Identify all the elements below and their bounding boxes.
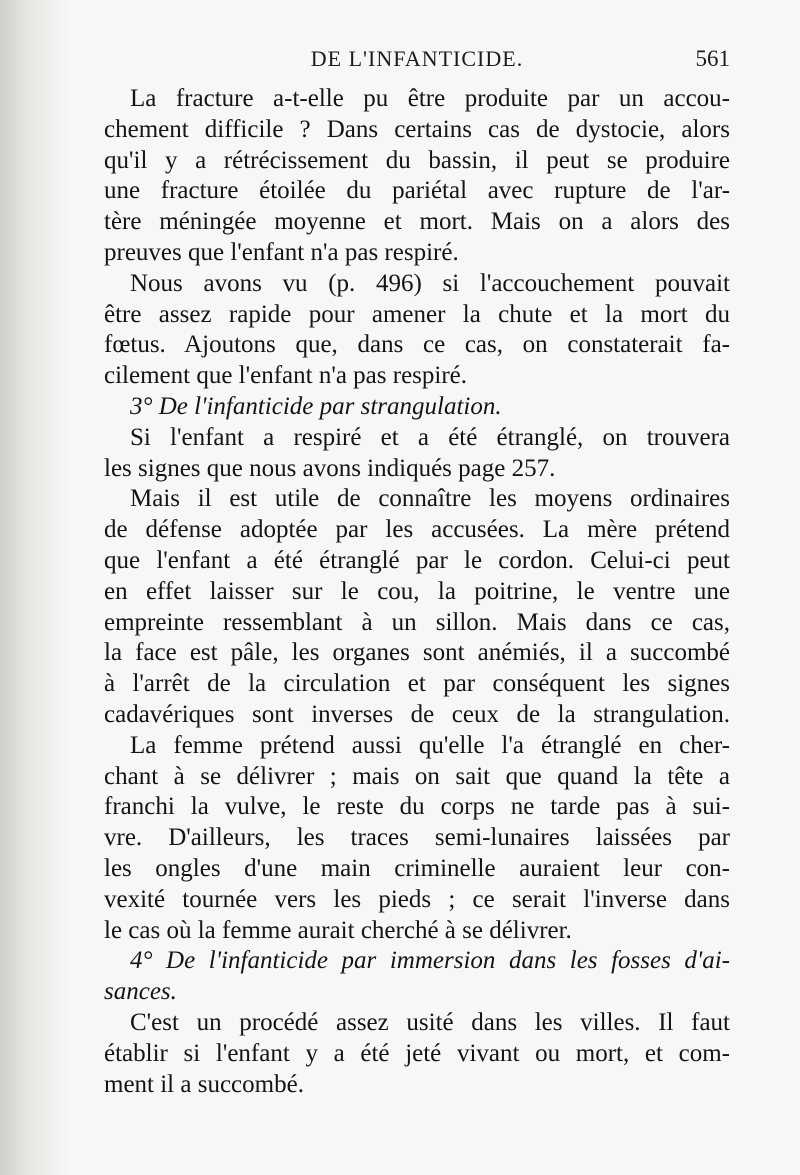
text-line: cilement que l'enfant n'a pas respiré. (104, 362, 468, 390)
text-line: la face est pâle, les organes sont anémiés, il a succombé (104, 639, 730, 667)
running-head (104, 42, 730, 76)
text-line: les signes que nous avons indiqués page 257. (104, 454, 556, 482)
text-line: preuves que l'enfant n'a pas respiré. (104, 238, 459, 266)
text-line: établir si l'enfant y a été jeté vivant ou mort, et com- (104, 1039, 730, 1067)
text-line: fœtus. Ajoutons que, dans ce cas, on constaterait fa- (104, 331, 730, 359)
text-line: en effet laisser sur le cou, la poitrine, le ventre une (104, 577, 730, 605)
text-line: à l'arrêt de la circulation et par conséquent les signes (104, 670, 730, 698)
text-line: vexité tournée vers les pieds ; ce serait l'inverse dans (104, 885, 730, 913)
text-line: tère méningée moyenne et mort. Mais on a alors des (104, 208, 730, 236)
text-line: La fracture a-t-elle pu être produite par un accou- (130, 85, 730, 112)
text-line: le cas où la femme aurait cherché à se délivrer. (104, 916, 572, 944)
text-line: empreinte ressemblant à un sillon. Mais dans ce cas, (104, 608, 730, 636)
text-line: ment il a succombé. (104, 1070, 304, 1098)
text-line: Si l'enfant a respiré et a été étranglé, on trouvera (130, 423, 730, 451)
text-line: sances. (104, 978, 177, 1006)
text-line: franchi la vulve, le reste du corps ne tarde pas à sui- (104, 793, 730, 821)
body-text (104, 84, 730, 1100)
text-line: 4° De l'infanticide par immersion dans les fosses d'ai- (130, 947, 730, 975)
text-line: qu'il y a rétrécissement du bassin, il peut se produire (104, 146, 730, 174)
text-line: 3° De l'infanticide par strangulation. (130, 392, 502, 420)
text-line: La femme prétend aussi qu'elle l'a étranglé en cher- (130, 731, 730, 759)
text-line: une fracture étoilée du pariétal avec rupture de l'ar- (104, 177, 730, 205)
text-line: Nous avons vu (p. 496) si l'accouchement pouvait (130, 269, 730, 297)
text-line: les ongles d'une main criminelle auraient leur con- (104, 854, 730, 882)
running-title: DE L'INFANTICIDE. (310, 46, 524, 71)
binding-shadow (0, 0, 70, 1175)
text-line: que l'enfant a été étranglé par le cordon. Celui-ci peut (104, 546, 730, 574)
text-line: de défense adoptée par les accusées. La mère prétend (104, 516, 730, 544)
text-line: C'est un procédé assez usité dans les villes. Il faut (130, 1008, 730, 1036)
text-line: vre. D'ailleurs, les traces semi-lunaires laissées par (104, 824, 730, 852)
text-line: Mais il est utile de connaître les moyens ordinaires (130, 485, 730, 513)
text-line: chant à se délivrer ; mais on sait que quand la tête a (104, 762, 730, 790)
page-number: 561 (695, 46, 730, 71)
text-line: être assez rapide pour amener la chute et la mort du (104, 300, 730, 328)
text-line: cadavériques sont inverses de ceux de la strangulation. (104, 700, 730, 728)
text-line: chement difficile ? Dans certains cas de dystocie, alors (104, 115, 730, 143)
